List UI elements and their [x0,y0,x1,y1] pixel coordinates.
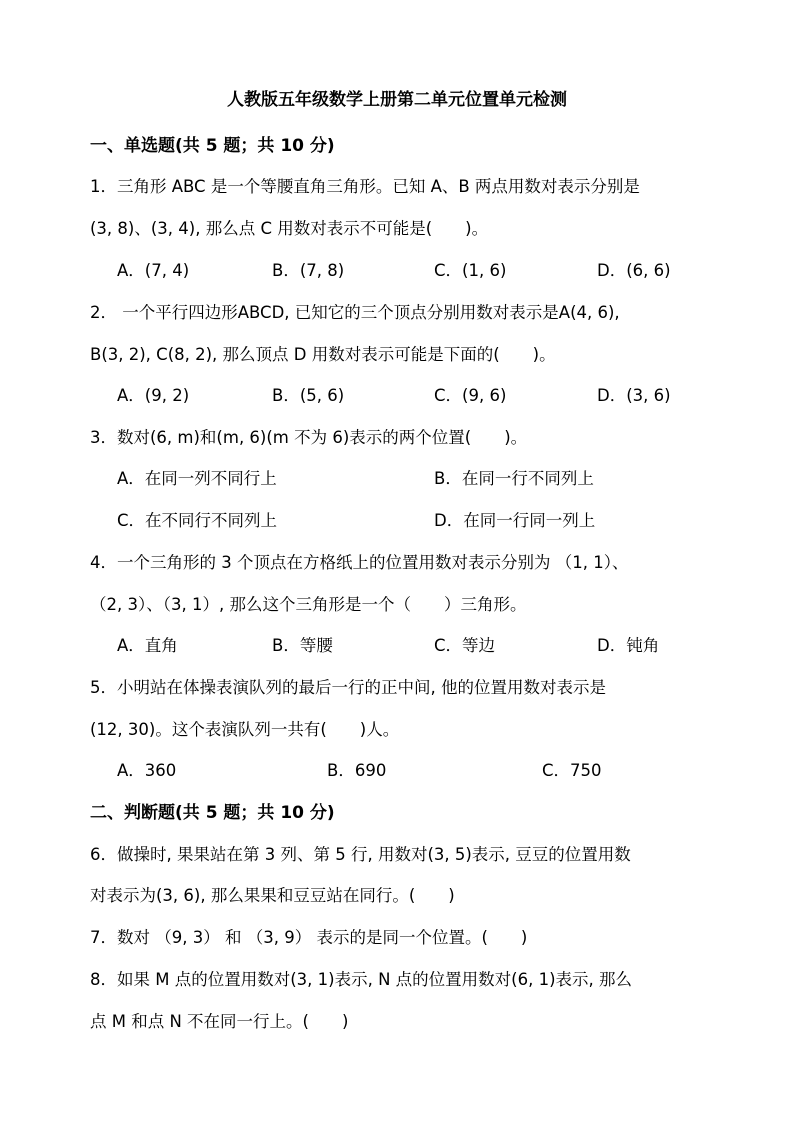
section-heading-true-false: 二、判断题(共 5 题；共 10 分) [90,803,335,823]
question-2-text-line-1: 2． 一个平行四边形ABCD, 已知它的三个顶点分别用数对表示是A(4, 6), [90,303,620,322]
question-3-text: 3．数对(6, m)和(m, 6)(m 不为 6)表示的两个位置( )。 [90,428,528,447]
question-4-text-line-2: （2, 3）、（3, 1）, 那么这个三角形是一个（ ）三角形。 [90,595,527,614]
question-3-option-d: D．在同一行同一列上 [434,511,596,530]
question-1-text-line-2: (3, 8)、(3, 4), 那么点 C 用数对表示不可能是( )。 [90,219,489,238]
section-heading-single-choice: 一、单选题(共 5 题；共 10 分) [90,136,335,156]
page-title: 人教版五年级数学上册第二单元位置单元检测 [227,90,567,110]
question-1-option-d: D．(6, 6) [597,261,671,280]
question-4-option-a: A．直角 [117,636,178,655]
question-1-text-line-1: 1．三角形 ABC 是一个等腰直角三角形。已知 A、B 两点用数对表示分别是 [90,177,640,196]
question-6-text-line-1: 6．做操时, 果果站在第 3 列、第 5 行, 用数对(3, 5)表示, 豆豆的位置用数 [90,845,631,864]
question-1-option-b: B．(7, 8) [272,261,345,280]
question-4-option-b: B．等腰 [272,636,333,655]
question-1-option-c: C．(1, 6) [434,261,507,280]
question-5-option-b: B．690 [327,761,387,780]
question-5-text-line-2: (12, 30)。这个表演队列一共有( )人。 [90,720,400,739]
question-2-text-line-2: B(3, 2), C(8, 2), 那么顶点 D 用数对表示可能是下面的( )。 [90,345,556,364]
question-5-option-c: C．750 [542,761,602,780]
question-2-option-a: A．(9, 2) [117,386,190,405]
question-3-option-a: A．在同一列不同行上 [117,469,277,488]
question-6-text-line-2: 对表示为(3, 6), 那么果果和豆豆站在同行。( ) [90,886,455,905]
question-8-text-line-1: 8．如果 M 点的位置用数对(3, 1)表示, N 点的位置用数对(6, 1)表示, 那么 [90,970,633,989]
question-4-option-c: C．等边 [434,636,496,655]
question-1-option-a: A．(7, 4) [117,261,190,280]
question-4-text-line-1: 4．一个三角形的 3 个顶点在方格纸上的位置用数对表示分别为 （1, 1）、 [90,553,629,572]
question-8-text-line-2: 点 M 和点 N 不在同一行上。( ) [90,1012,349,1031]
question-4-option-d: D．钝角 [597,636,660,655]
question-7-text: 7．数对 （9, 3） 和 （3, 9） 表示的是同一个位置。( ) [90,928,528,947]
question-3-option-c: C．在不同行不同列上 [117,511,278,530]
question-2-option-c: C．(9, 6) [434,386,507,405]
question-2-option-b: B．(5, 6) [272,386,345,405]
question-5-text-line-1: 5．小明站在体操表演队列的最后一行的正中间, 他的位置用数对表示是 [90,678,606,697]
question-3-option-b: B．在同一行不同列上 [434,469,594,488]
question-5-option-a: A．360 [117,761,177,780]
question-2-option-d: D．(3, 6) [597,386,671,405]
